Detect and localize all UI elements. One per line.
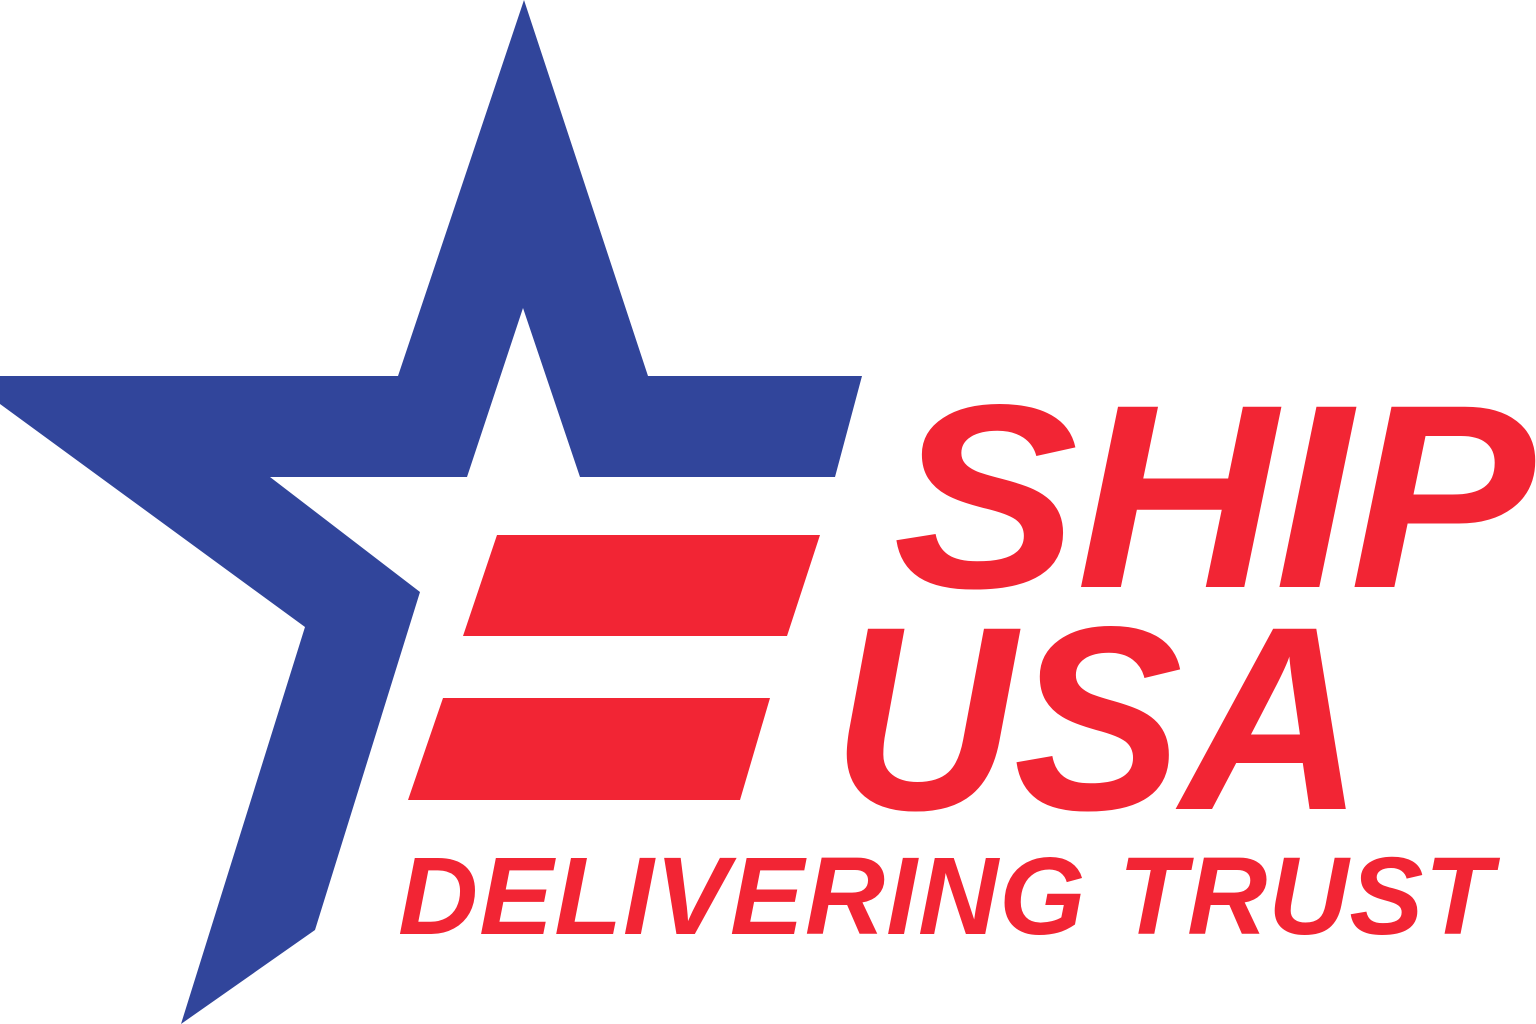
brand-tagline: DELIVERING TRUST (398, 835, 1494, 958)
stripe-bottom (408, 698, 770, 800)
stripe-top (463, 535, 820, 636)
brand-name-line1: SHIP (893, 350, 1533, 643)
brand-name-line2: USA (832, 572, 1363, 865)
